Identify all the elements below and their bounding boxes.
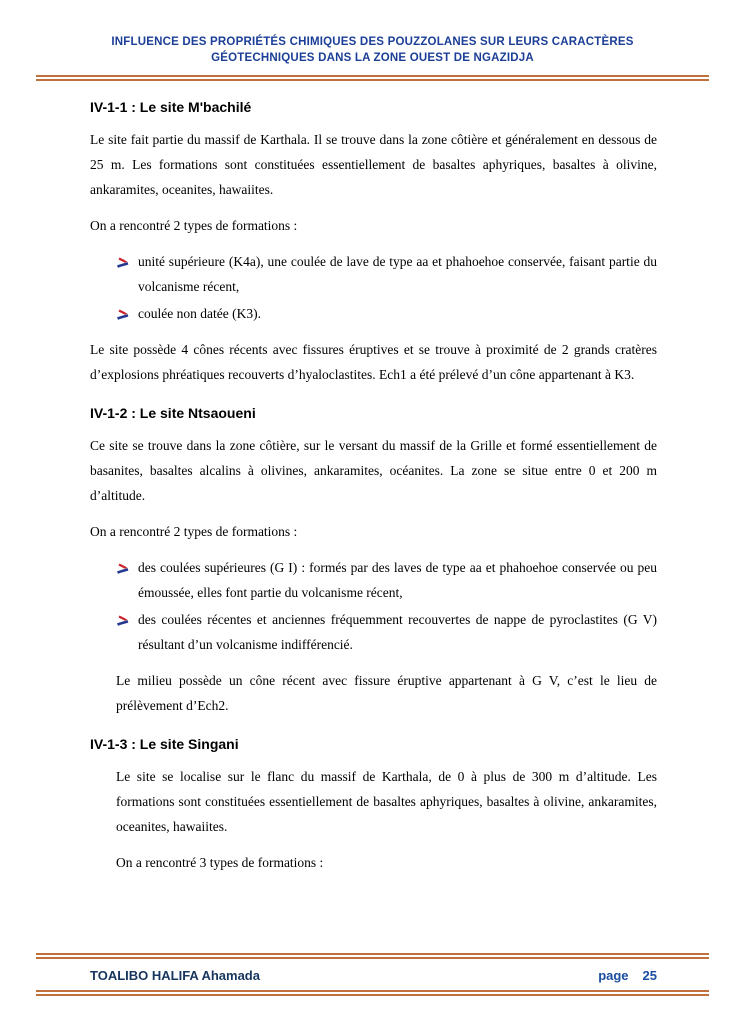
paragraph: On a rencontré 2 types de formations : bbox=[90, 218, 298, 233]
paragraph: On a rencontré 2 types de formations : bbox=[90, 524, 298, 539]
document-title-line1: INFLUENCE DES PROPRIÉTÉS CHIMIQUES DES POUZZOLANES SUR LEURS CARACTÈRES bbox=[111, 36, 634, 48]
footer-page-label: page bbox=[598, 968, 629, 983]
footer-divider-bottom bbox=[36, 990, 709, 996]
list-item-text: coulée non datée (K3). bbox=[138, 306, 261, 321]
list-item-text: des coulées supérieures (G I) : formés par des laves de type aa et phahoehoe conservée ou peu émoussée, elles font partie du volcanisme récent, bbox=[138, 560, 657, 600]
page-header bbox=[36, 0, 709, 81]
paragraph: Ce site se trouve dans la zone côtière, sur le versant du massif de la Grille et formé essentiellement de basanites, basaltes alcalins à olivines, ankaramites, océanites. La zone se situe entre 0 et 200 m d’altitude. bbox=[90, 438, 657, 503]
footer-page-number: 25 bbox=[642, 968, 657, 983]
section-heading-iv-1-1: IV-1-1 : Le site M'bachilé bbox=[90, 99, 252, 115]
paragraph: Le milieu possède un cône récent avec fissure éruptive appartenant à G V, c’est le lieu de prélèvement d’Ech2. bbox=[116, 673, 657, 713]
footer-author: TOALIBO HALIFA Ahamada bbox=[90, 968, 260, 983]
list-item bbox=[116, 607, 657, 657]
list-item bbox=[116, 301, 657, 326]
paragraph: Le site fait partie du massif de Karthala. Il se trouve dans la zone côtière et généralement en dessous de 25 m. Les formations sont constituées essentiellement de basaltes aphyriques, basaltes à olivine, ankaramites, oceanites, hawaiites. bbox=[90, 132, 657, 197]
list-item bbox=[116, 249, 657, 299]
dart-bullet-icon bbox=[116, 301, 130, 325]
document-title bbox=[36, 34, 709, 66]
footer-page-indicator bbox=[598, 968, 657, 983]
list-item bbox=[116, 555, 657, 605]
list-item-text: unité supérieure (K4a), une coulée de lave de type aa et phahoehoe conservée, faisant partie du volcanisme récent, bbox=[138, 254, 657, 294]
dart-bullet-icon bbox=[116, 249, 130, 273]
dart-bullet-icon bbox=[116, 555, 130, 579]
paragraph: Le site possède 4 cônes récents avec fissures éruptives et se trouve à proximité de 2 grands cratères d’explosions phréatiques recouverts d’hyaloclastites. Ech1 a été prélevé d’un cône appartenant à K3. bbox=[90, 342, 657, 382]
page-footer bbox=[36, 953, 709, 1028]
bullet-list bbox=[90, 249, 657, 326]
section-heading-iv-1-2: IV-1-2 : Le site Ntsaoueni bbox=[90, 405, 256, 421]
footer-row bbox=[36, 959, 709, 990]
bullet-list bbox=[90, 555, 657, 657]
document-body bbox=[36, 81, 709, 953]
dart-bullet-icon bbox=[116, 607, 130, 631]
paragraph: On a rencontré 3 types de formations : bbox=[116, 855, 324, 870]
paragraph: Le site se localise sur le flanc du massif de Karthala, de 0 à plus de 300 m d’altitude. Les formations sont constituées essentiellement de basaltes aphyriques, basaltes à olivine, ankaramites, oceanites, hawaiites. bbox=[116, 769, 657, 834]
section-heading-iv-1-3: IV-1-3 : Le site Singani bbox=[90, 736, 239, 752]
document-title-line2: GÉOTECHNIQUES DANS LA ZONE OUEST DE NGAZIDJA bbox=[211, 52, 534, 64]
list-item-text: des coulées récentes et anciennes fréquemment recouvertes de nappe de pyroclastites (G V) résultant d’un volcanisme indifférencié. bbox=[138, 612, 657, 652]
